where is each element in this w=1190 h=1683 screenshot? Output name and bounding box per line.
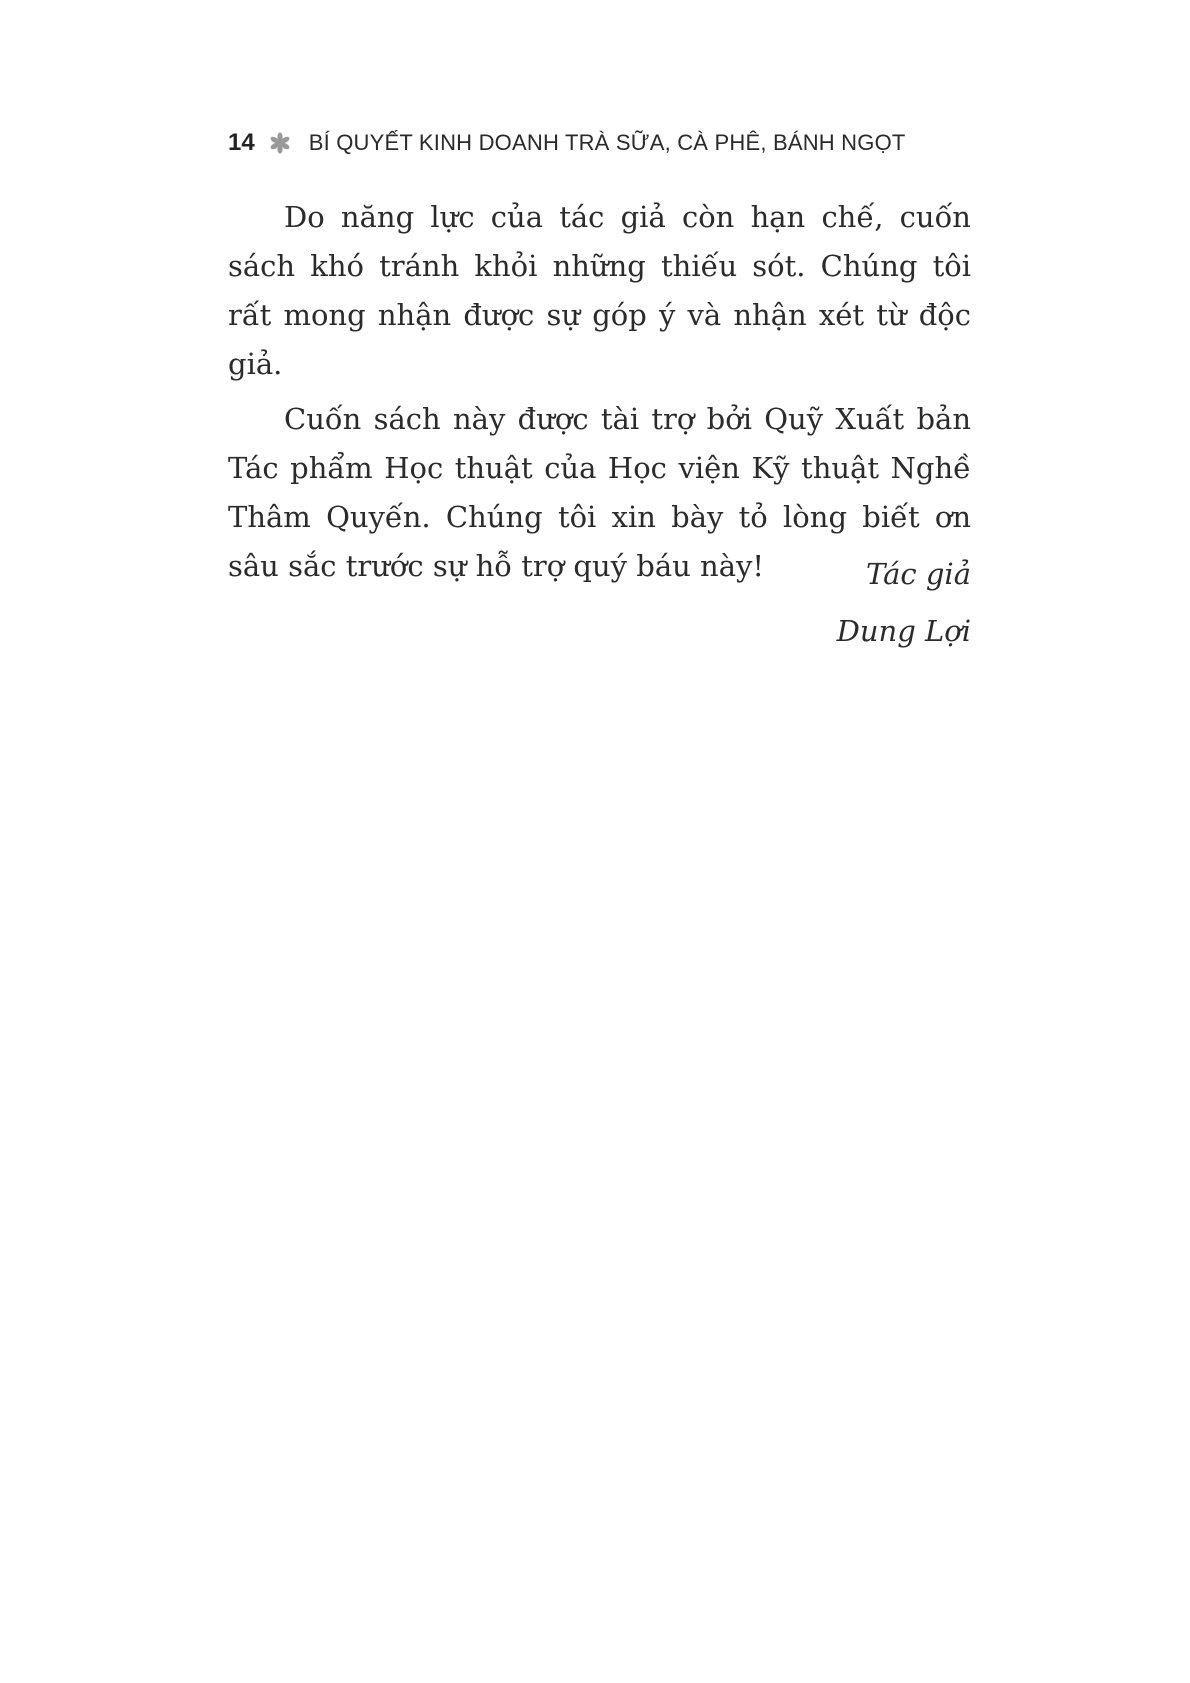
- signature-name: Dung Lợi: [836, 614, 971, 648]
- running-title: BÍ QUYẾT KINH DOANH TRÀ SỮA, CÀ PHÊ, BÁNH NGỌT: [308, 130, 906, 155]
- paragraph-1: Do năng lực của tác giả còn hạn chế, cuốn sách khó tránh khỏi những thiếu sót. Chúng tôi rất mong nhận được sự góp ý và nhận xét từ độc giả.: [228, 200, 971, 381]
- paragraph-2: Cuốn sách này được tài trợ bởi Quỹ Xuất bản Tác phẩm Học thuật của Học viện Kỹ thuật Nghề Thâm Quyến. Chúng tôi xin bày tỏ lòng biết ơn sâu sắc trước sự hỗ trợ quý báu này!: [228, 402, 971, 583]
- signature: [837, 546, 971, 660]
- signature-role: Tác giả: [866, 557, 971, 591]
- asterisk-flower-icon: [269, 132, 291, 154]
- running-header: [228, 125, 988, 161]
- page-number: 14: [228, 129, 255, 156]
- body-text: [228, 193, 971, 597]
